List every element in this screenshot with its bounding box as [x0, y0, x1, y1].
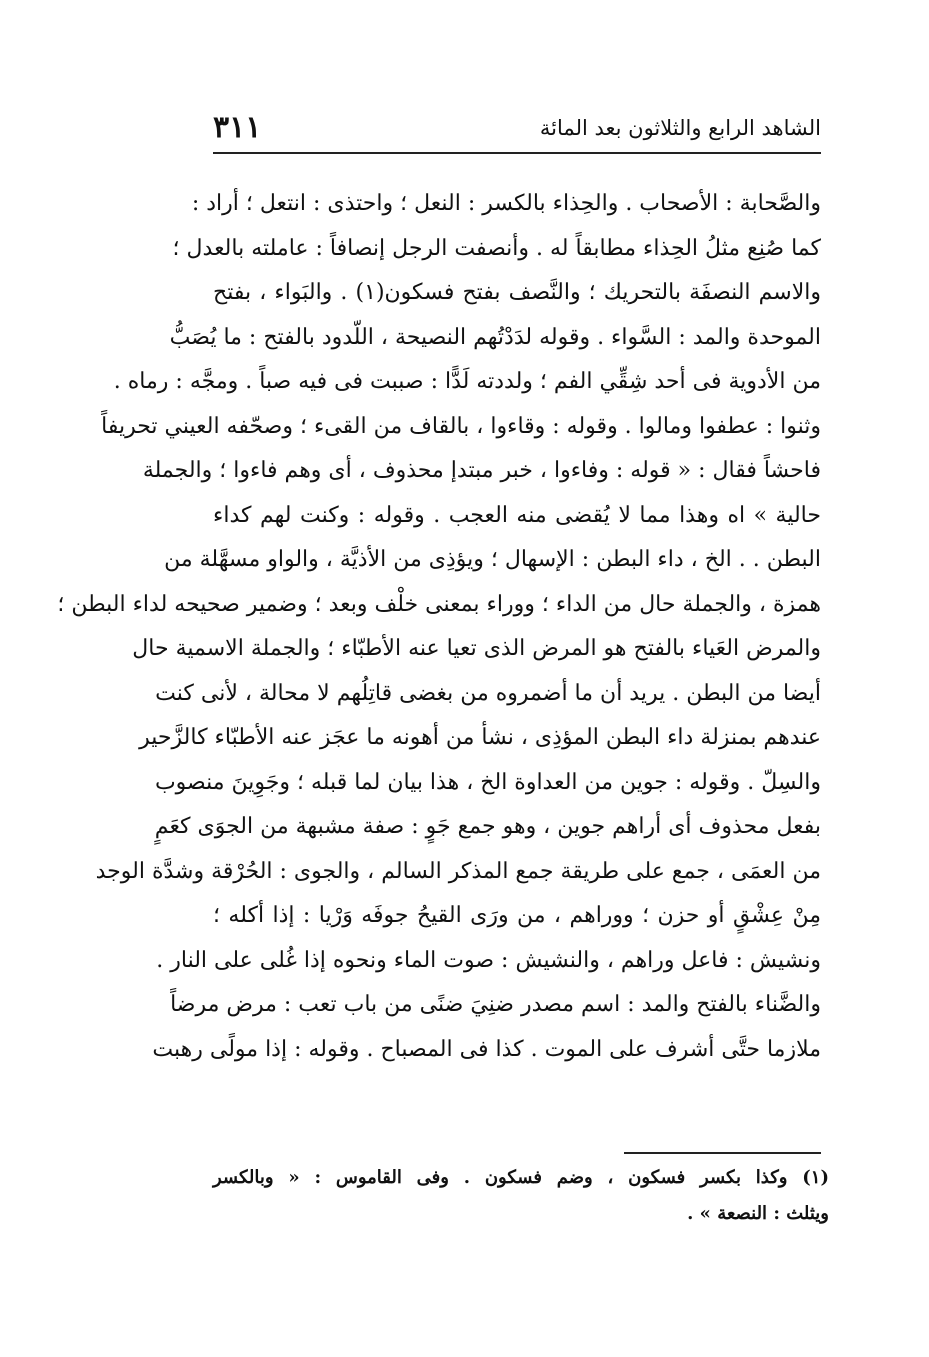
text-line: من العمَى ، جمع على طريقة جمع المذكر السالم ، والجوى : الحُرْقة وشدَّة الوجد: [95, 858, 821, 884]
text-line: عندهم بمنزلة داء البطن المؤذِى ، نشأ من أهونه ما عجَز عنه الأطبّاء كالزَّحير: [139, 725, 821, 750]
footnotes: [213, 1160, 829, 1232]
text-line: ملازما حتَّى أشرف على الموت . كذا فى المصباح . وقوله : إذا مولًى رهبت: [152, 1036, 821, 1062]
text-line: همزة ، والجملة حال من الداء ؛ ووراء بمعنى خلْف وبعد ؛ وضمير صحيحه لداء البطن ؛: [57, 591, 821, 617]
page-number: ٣١١: [213, 110, 262, 145]
text-line: بفعل محذوف أى أراهم جوين ، وهو جمع جَوٍ : صفة مشبهة من الجوَى كعَمٍ: [154, 814, 821, 839]
footnote-line: ويثلث : النصعة » .: [687, 1203, 829, 1224]
running-head-title: الشاهد الرابع والثلاثون بعد المائة: [539, 116, 821, 140]
text-line: وثنوا : عطفوا ومالوا . وقوله : وقاءوا ، بالقاف من القىء ؛ وصحّفه العيني تحريفاً: [101, 413, 821, 439]
text-line: والسِلّ . وقوله : جوين من العداوة الخ ، هذا بيان لما قبله ؛ وجَوِينَ منصوب: [154, 769, 821, 795]
text-line: من الأدوية فى أحد شِقِّي الفم ؛ ولددته لَدًّا : صببت فى فيه صباً . ومجَّه : رماه .: [113, 369, 821, 394]
header-rule: [213, 152, 821, 154]
footnote-line: (١) وكذا بكسر فسكون ، وضم فسكون . وفى القاموس : « وبالكسر: [213, 1167, 829, 1188]
text-line: أيضا من البطن . يريد أن ما أضمروه من بغضى قاتِلُهم لا محالة ، لأنى كنت: [155, 680, 821, 706]
text-line: والضَّناء بالفتح والمد : اسم مصدر ضنِيَ ضنًى من باب تعب : مرض مرضاً: [170, 992, 821, 1017]
text-line: والاسم النصفَة بالتحريك ؛ والنَّصف بفتح فسكون(١) . والبَواء ، بفتح: [213, 280, 821, 305]
text-line: حالية » اه وهذا مما لا يُقضى منه العجب . وقوله : وكنت لهم كداء: [213, 502, 821, 528]
text-line: فاحشاً فقال : « قوله : وفاءوا ، خبر مبتدإ محذوف ، أى وهم فاءوا ؛ والجملة: [142, 458, 821, 483]
text-line: البطن . . الخ ، داء البطن : الإسهال ؛ ويؤذِى من الأذيَّة ، والواو مسهَّلة من: [164, 547, 821, 572]
text-line: والصَّحابة : الأصحاب . والحِذاء بالكسر : النعل ؛ واحتذى : انتعل ؛ أراد :: [191, 191, 821, 216]
text-line: مِنْ عِشْقٍ أو حزن ؛ ووراهم ، من ورَى القيحُ جوفَه وَرْيا : إذا أكله ؛: [213, 903, 821, 928]
text-line: والمرض العَياء بالفتح هو المرض الذى تعيا عنه الأطبّاء ؛ والجملة الاسمية حال: [132, 636, 821, 661]
main-text: [57, 182, 821, 1072]
running-head: [213, 112, 821, 152]
footnote-rule: [624, 1152, 821, 1154]
text-line: ونشيش : فاعل وراهم ، والنشيش : صوت الماء ونحوه إذا غُلى على النار .: [156, 947, 821, 973]
text-line: الموحدة والمد : السَّواء . وقوله لدَدْتُهم النصيحة ، اللّدود بالفتح : ما يُصَبُّ: [169, 324, 821, 350]
text-line: كما صُنِع مثلُ الحِذاء مطابقاً له . وأنصفت الرجل إنصافاً : عاملته بالعدل ؛: [172, 235, 821, 261]
